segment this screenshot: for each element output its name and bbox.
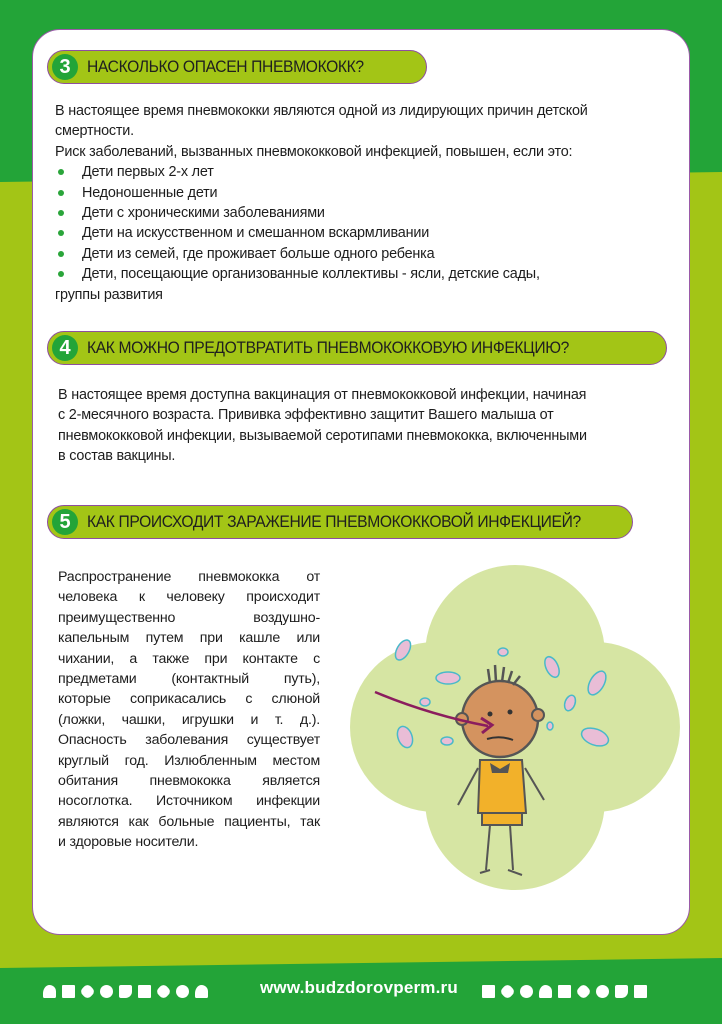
list-item: Дети из семей, где проживает больше одного ребенка xyxy=(55,244,665,264)
drop-shape-icon xyxy=(539,985,552,998)
clover-shape-icon xyxy=(155,983,172,1000)
child-head xyxy=(462,681,538,757)
list-item: Дети, посещающие организованные коллективы - ясли, детские сады, xyxy=(55,264,665,284)
section-number-badge: 5 xyxy=(52,509,78,535)
bullet-icon xyxy=(58,190,64,196)
paragraph-line: круглый год. Излюбленным местом xyxy=(58,752,320,769)
paragraph-line: с 2-месячного возраста. Прививка эффективно защитит Вашего малыша от xyxy=(58,407,554,424)
paragraph-line: носоглотка. Источником инфекции xyxy=(58,793,320,810)
section-4-header xyxy=(47,331,667,365)
square-shape-icon xyxy=(62,985,75,998)
section-5-body xyxy=(58,567,320,853)
footer-shapes-right xyxy=(482,985,647,998)
square-shape-icon xyxy=(482,985,495,998)
paragraph-line: (ложки, чашки, игрушки и т. д.). xyxy=(58,711,320,728)
child-illustration xyxy=(350,555,680,900)
circle-shape-icon xyxy=(520,985,533,998)
square-shape-icon xyxy=(634,985,647,998)
circle-shape-icon xyxy=(176,985,189,998)
paragraph-line: пневмококковой инфекции, вызываемой серотипами пневмококка, включенными xyxy=(58,427,587,444)
heart-shape-icon xyxy=(119,985,132,998)
section-3-header xyxy=(47,50,427,84)
paragraph: Риск заболеваний, вызванных пневмококковой инфекцией, повышен, если это: xyxy=(55,143,573,160)
clover-shape-icon xyxy=(575,983,592,1000)
list-item: Недоношенные дети xyxy=(55,183,665,203)
section-number-badge: 3 xyxy=(52,54,78,80)
section-title: КАК ПРОИСХОДИТ ЗАРАЖЕНИЕ ПНЕВМОКОККОВОЙ ИНФЕКЦИЕЙ? xyxy=(87,512,581,531)
bullet-icon xyxy=(58,271,64,277)
drop-shape-icon xyxy=(43,985,56,998)
paragraph-line: в состав вакцины. xyxy=(58,448,176,465)
paragraph-line: В настоящее время доступна вакцинация от пневмококковой инфекции, начиная xyxy=(58,387,587,403)
section-4-body xyxy=(58,385,668,467)
paragraph: группы развития xyxy=(55,286,163,303)
square-shape-icon xyxy=(558,985,571,998)
paragraph-line: Опасность заболевания существует xyxy=(58,732,320,749)
paragraph-line: капельным путем при кашле или xyxy=(58,630,320,647)
section-number-badge: 4 xyxy=(52,335,78,361)
circle-shape-icon xyxy=(100,985,113,998)
paragraph-line: которые соприкасались с слюной xyxy=(58,691,320,708)
bullet-icon xyxy=(58,210,64,216)
risk-list xyxy=(55,162,665,284)
circle-shape-icon xyxy=(596,985,609,998)
list-item: Дети первых 2-х лет xyxy=(55,162,665,182)
bullet-icon xyxy=(58,230,64,236)
heart-shape-icon xyxy=(615,985,628,998)
drop-shape-icon xyxy=(195,985,208,998)
square-shape-icon xyxy=(138,985,151,998)
paragraph-line: преимущественно воздушно- xyxy=(58,609,320,626)
paragraph: смертности. xyxy=(55,123,134,140)
website-link[interactable]: www.budzdorovperm.ru xyxy=(260,978,458,997)
section-5-header xyxy=(47,505,633,539)
bullet-icon xyxy=(58,169,64,175)
paragraph-line: Распространение пневмококка от xyxy=(58,569,320,585)
bullet-icon xyxy=(58,251,64,257)
clover-shape-icon xyxy=(499,983,516,1000)
section-title: КАК МОЖНО ПРЕДОТВРАТИТЬ ПНЕВМОКОККОВУЮ ИНФЕКЦИЮ? xyxy=(87,338,570,357)
paragraph-line: обитания пневмококка является xyxy=(58,773,320,790)
paragraph-line: предметами (контактный путь), xyxy=(58,671,320,688)
list-item: Дети на искусственном и смешанном вскармливании xyxy=(55,223,665,243)
paragraph-line: человека к человеку происходит xyxy=(58,589,320,606)
paragraph-line: являются как больные пациенты, так xyxy=(58,813,320,830)
paragraph-line: чихании, а также при контакте с xyxy=(58,650,320,667)
list-item: Дети с хроническими заболеваниями xyxy=(55,203,665,223)
paragraph: В настоящее время пневмококки являются одной из лидирующих причин детской xyxy=(55,103,588,119)
clover-shape-icon xyxy=(79,983,96,1000)
footer-shapes-left xyxy=(43,985,208,998)
paragraph-line: и здоровые носители. xyxy=(58,834,199,851)
section-title: НАСКОЛЬКО ОПАСЕН ПНЕВМОКОКК? xyxy=(87,57,364,76)
section-3-body xyxy=(55,101,665,305)
